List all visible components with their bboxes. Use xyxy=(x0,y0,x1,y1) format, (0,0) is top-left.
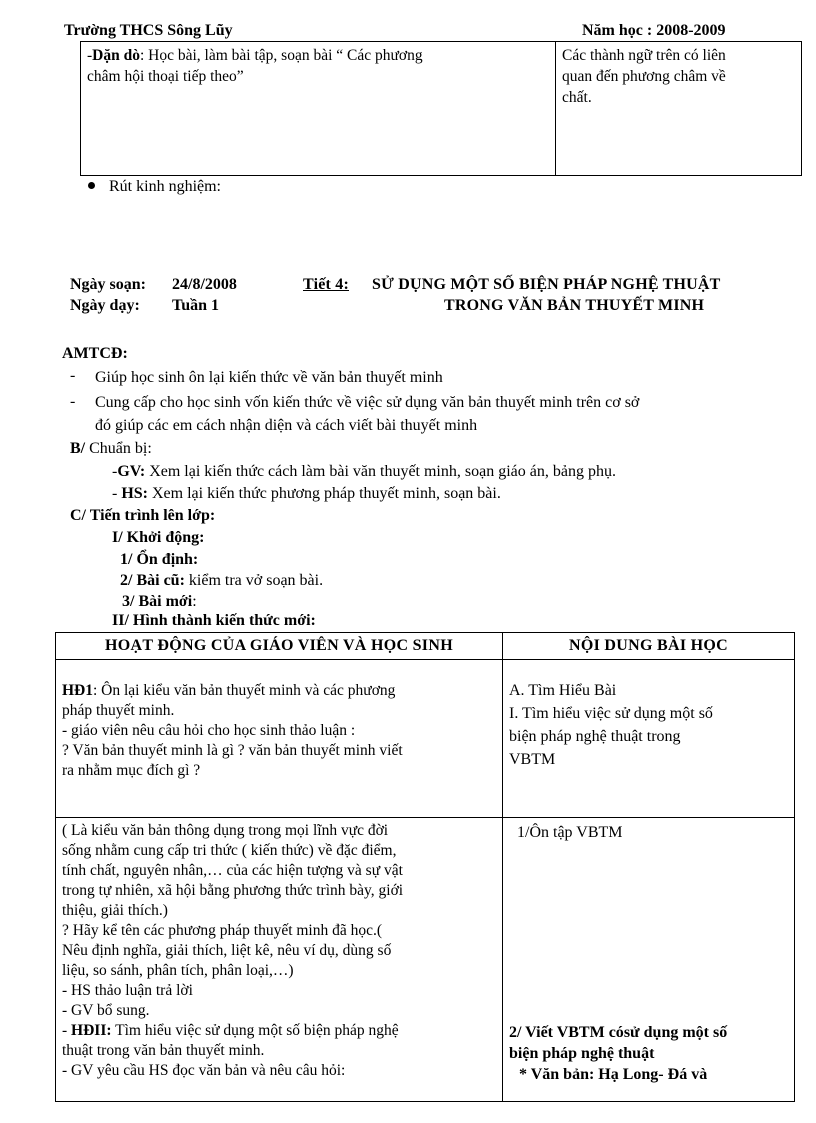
tiet-label: Tiết 4: xyxy=(303,276,349,293)
amtcd-item: Giúp học sinh ôn lại kiến thức về văn bản thuyết minh xyxy=(95,369,443,386)
dash-icon: - xyxy=(70,393,76,410)
col-header-content: NỘI DUNG BÀI HỌC xyxy=(503,633,795,660)
school-name: Trường THCS Sông Lũy xyxy=(64,22,233,39)
lesson-table xyxy=(55,632,795,1102)
ngay-soan-label: Ngày soạn: xyxy=(70,276,147,293)
hinh-thanh: II/ Hình thành kiến thức mới: xyxy=(112,612,316,629)
note-line: quan đến phương châm về xyxy=(562,68,726,85)
amtcd-item-cont: đó giúp các em cách nhận diện và cách viết bài thuyết minh xyxy=(95,417,478,434)
on-dinh: 1/ Ổn định: xyxy=(120,551,199,568)
ngay-day-label: Ngày dạy: xyxy=(70,297,140,314)
dan-do-text-2: châm hội thoại tiếp theo” xyxy=(87,68,244,85)
col-header-activities: HOẠT ĐỘNG CỦA GIÁO VIÊN VÀ HỌC SINH xyxy=(56,633,503,660)
amtcd-item: Cung cấp cho học sinh vốn kiến thức về việc sử dụng văn bản thuyết minh trên cơ sở xyxy=(95,394,640,411)
homework-cell: -Dặn dò: Học bài, làm bài tập, soạn bài “ Các phương châm hội thoại tiếp theo” xyxy=(81,42,556,176)
lesson-title-2: TRONG VĂN BẢN THUYẾT MINH xyxy=(444,297,705,314)
dan-do-text-1: : Học bài, làm bài tập, soạn bài “ Các phương xyxy=(139,47,423,64)
note-cell xyxy=(556,42,802,176)
homework-table xyxy=(80,41,802,176)
khoi-dong: I/ Khởi động: xyxy=(112,529,205,546)
tien-trinh-heading: C/ Tiến trình lên lớp: xyxy=(70,507,216,524)
bullet-icon xyxy=(88,182,95,189)
content-cell-2: 1/Ôn tập VBTM 2/ Viết VBTM cósử dụng một số biện pháp nghệ thuật * Văn bản: Hạ Long- Đá và xyxy=(503,818,795,1102)
activity-cell-1: HĐ1: Ôn lại kiểu văn bản thuyết minh và các phương pháp thuyết minh. - giáo viên nêu câu hỏi cho học sinh thảo luận : ? Văn bản thuyết minh là gì ? văn bản thuyết minh viết ra nhằm mục đích gì ? xyxy=(56,660,503,818)
amtcd-heading: AMTCĐ: xyxy=(62,345,128,362)
ngay-soan-value: 24/8/2008 xyxy=(172,276,237,293)
lesson-title-1: SỬ DỤNG MỘT SỐ BIỆN PHÁP NGHỆ THUẬT xyxy=(372,276,721,293)
rut-kinh-nghiem: Rút kinh nghiệm: xyxy=(88,178,221,196)
chuan-bi-gv: -GV: Xem lại kiến thức cách làm bài văn thuyết minh, soạn giáo án, bảng phụ. xyxy=(112,463,616,480)
school-year: Năm học : 2008-2009 xyxy=(582,22,726,39)
note-line: Các thành ngữ trên có liên xyxy=(562,47,726,64)
content-cell-1: A. Tìm Hiểu Bài I. Tìm hiểu việc sử dụng một số biện pháp nghệ thuật trong VBTM xyxy=(503,660,795,818)
activity-cell-2: ( Là kiểu văn bản thông dụng trong mọi lĩnh vực đời sống nhằm cung cấp tri thức ( kiến thức) về đặc điểm, tính chất, nguyên nhân,… của các hiện tượng và sự vật trong tự nhiên, xã hội bằng phương thức trình bày, giới thiệu, giải thích.) ? Hãy kể tên các phương pháp thuyết minh đã học.( Nêu định nghĩa, giải thích, liệt kê, nêu ví dụ, dùng số liệu, so sánh, phân tích, phân loại,…) - HS thảo luận trả lời - GV bổ sung. - HĐII: Tìm hiểu việc sử dụng một số biện pháp nghệ thuật trong văn bản thuyết minh. - GV yêu cầu HS đọc văn bản và nêu câu hỏi: xyxy=(56,818,503,1102)
dash-icon: - xyxy=(70,367,76,384)
ngay-day-value: Tuần 1 xyxy=(172,297,219,314)
bai-moi: 3/ Bài mới: xyxy=(122,593,197,610)
chuan-bi-hs: - HS: Xem lại kiến thức phương pháp thuyết minh, soạn bài. xyxy=(112,485,501,502)
bai-cu: 2/ Bài cũ: kiểm tra vở soạn bài. xyxy=(120,572,324,589)
chuan-bi-heading: B/ Chuẩn bị: xyxy=(70,440,152,457)
note-line: chất. xyxy=(562,89,592,106)
dan-do-label: Dặn dò xyxy=(92,47,140,64)
